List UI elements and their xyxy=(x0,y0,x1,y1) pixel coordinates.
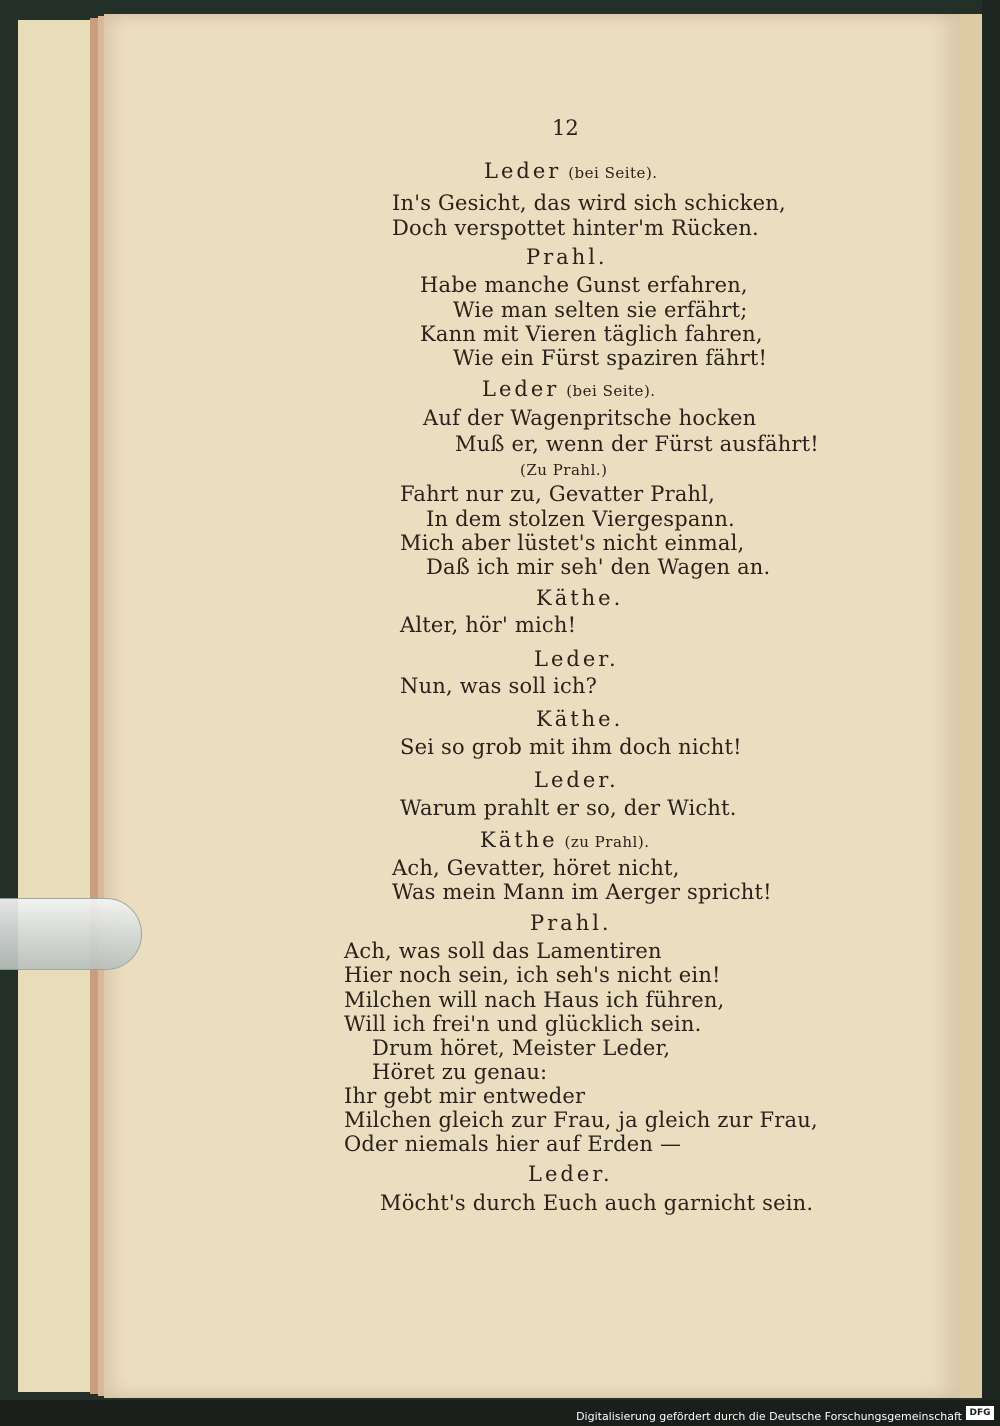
speaker-line xyxy=(480,827,649,855)
verse-line: Sei so grob mit ihm doch nicht! xyxy=(400,735,742,759)
left-page-edge xyxy=(18,20,98,1392)
speaker-name: Käthe. xyxy=(536,586,624,610)
verse-line: Fahrt nur zu, Gevatter Prahl, xyxy=(400,482,716,506)
funding-credit: Digitalisierung gefördert durch die Deutsche Forschungsgemeinschaft xyxy=(576,1410,962,1423)
stage-direction: (Zu Prahl.) xyxy=(520,461,608,479)
scanner-clip xyxy=(0,898,142,970)
verse-line: Wie ein Fürst spaziren fährt! xyxy=(453,346,768,370)
verse-line: Milchen will nach Haus ich führen, xyxy=(344,988,725,1012)
speaker-line xyxy=(484,158,658,186)
speaker-name: Leder xyxy=(482,377,560,401)
scanner-background xyxy=(982,0,1000,1426)
verse-line: Warum prahlt er so, der Wicht. xyxy=(400,796,737,820)
verse-line: Möcht's durch Euch auch garnicht sein. xyxy=(380,1191,814,1215)
dfg-logo: DFG xyxy=(966,1406,994,1420)
verse-line: Muß er, wenn der Fürst ausfährt! xyxy=(455,432,819,456)
verse-line: Ihr gebt mir entweder xyxy=(344,1084,586,1108)
verse-line: Nun, was soll ich? xyxy=(400,674,598,698)
verse-line: Mich aber lüstet's nicht einmal, xyxy=(400,531,745,555)
verse-line: Auf der Wagenpritsche hocken xyxy=(423,406,757,430)
verse-line: Doch verspottet hinter'm Rücken. xyxy=(392,216,759,240)
speaker-name: Prahl. xyxy=(530,911,612,935)
verse-line: Höret zu genau: xyxy=(372,1060,548,1084)
page-number: 12 xyxy=(552,116,579,140)
speaker-name: Leder xyxy=(484,159,562,183)
verse-line: Milchen gleich zur Frau, ja gleich zur Frau, xyxy=(344,1108,818,1132)
speaker-name: Leder. xyxy=(528,1162,613,1186)
verse-line: Was mein Mann im Aerger spricht! xyxy=(392,880,772,904)
page-stack-edge xyxy=(90,18,98,1394)
verse-line: Hier noch sein, ich seh's nicht ein! xyxy=(344,963,721,987)
speaker-name: Käthe. xyxy=(536,707,624,731)
verse-line: Oder niemals hier auf Erden — xyxy=(344,1132,682,1156)
verse-line: Ach, Gevatter, höret nicht, xyxy=(392,856,680,880)
stage-direction: (bei Seite). xyxy=(568,164,658,182)
verse-line: Habe manche Gunst erfahren, xyxy=(420,273,748,297)
verse-line: Drum höret, Meister Leder, xyxy=(372,1036,671,1060)
verse-line: Daß ich mir seh' den Wagen an. xyxy=(426,555,771,579)
speaker-name: Leder. xyxy=(534,768,619,792)
verse-line: In dem stolzen Viergespann. xyxy=(426,507,735,531)
speaker-name: Käthe xyxy=(480,828,558,852)
verse-line: Ach, was soll das Lamentiren xyxy=(344,939,662,963)
right-page-edge xyxy=(960,14,982,1398)
verse-line: Will ich frei'n und glücklich sein. xyxy=(344,1012,702,1036)
verse-line: Wie man selten sie erfährt; xyxy=(453,298,748,322)
stage-direction: (bei Seite). xyxy=(566,382,656,400)
verse-line: Kann mit Vieren täglich fahren, xyxy=(420,322,763,346)
verse-line: Alter, hör' mich! xyxy=(400,613,577,637)
speaker-name: Prahl. xyxy=(526,245,608,269)
speaker-name: Leder. xyxy=(534,647,619,671)
verse-line: In's Gesicht, das wird sich schicken, xyxy=(392,191,786,215)
speaker-line xyxy=(482,376,656,404)
stage-direction: (zu Prahl). xyxy=(564,833,650,851)
